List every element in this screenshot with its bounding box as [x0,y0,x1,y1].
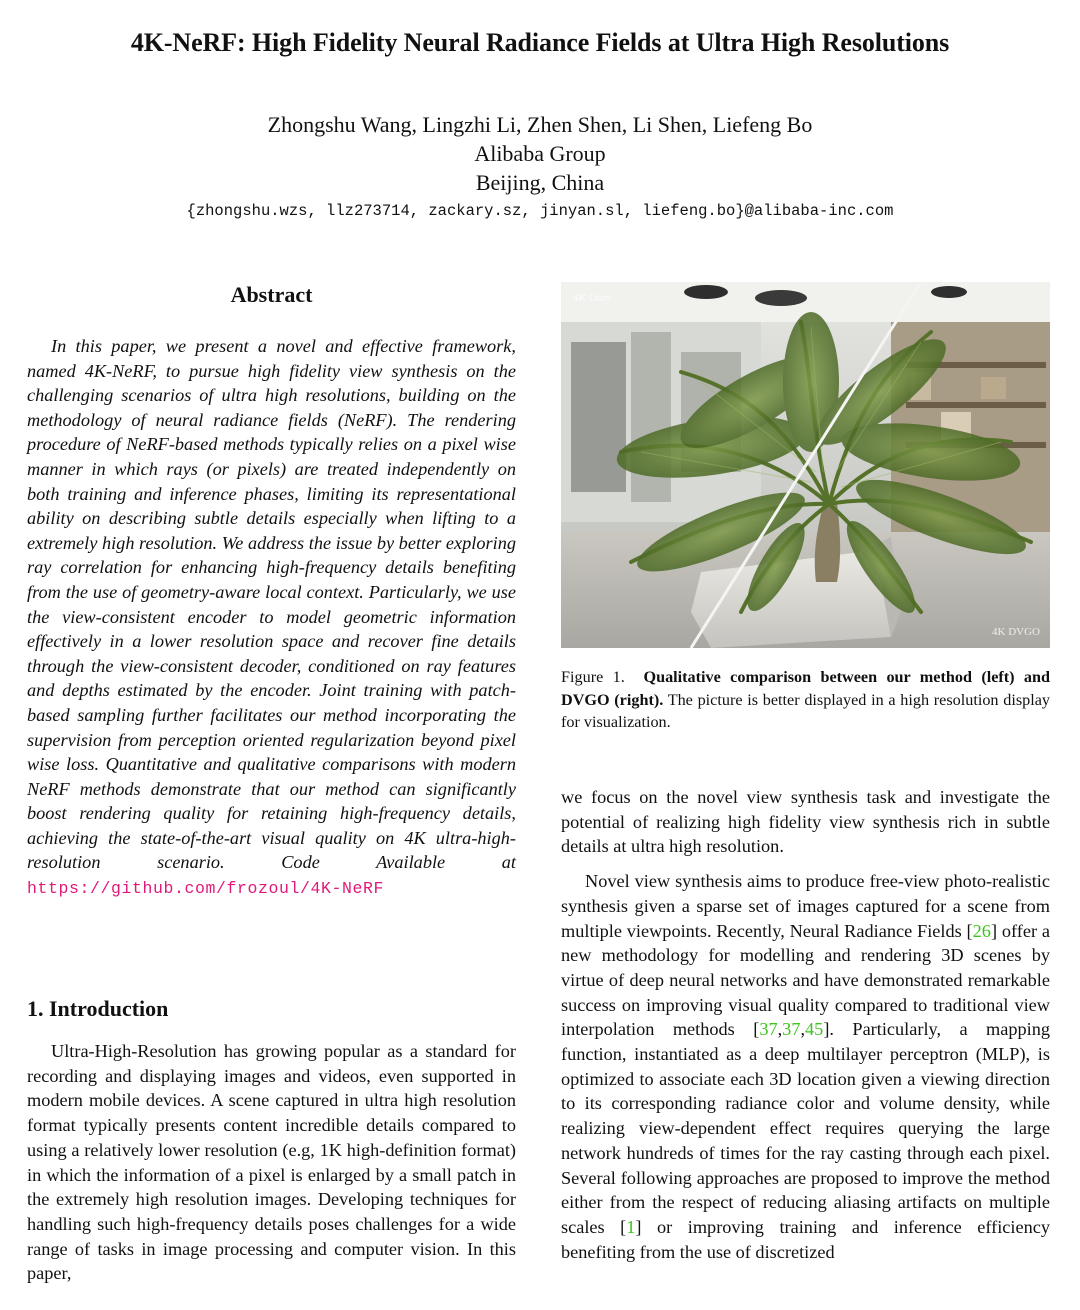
citation-1[interactable]: 1 [626,1216,636,1237]
citation-37b[interactable]: 37 [782,1019,801,1040]
author-location: Beijing, China [475,170,605,195]
citation-26[interactable]: 26 [972,920,991,941]
caption-bold: Qualitative comparison between our method (left) and DVGO (right). [561,668,1051,709]
right-paragraph-1: we focus on the novel view synthesis task and investigate the potential of realizing high fidelity view synthesis rich in subtle details at ultra high resolution. [561,787,1050,857]
right-paragraph-2: Novel view synthesis aims to produce free-view photo-realistic synthesis given a sparse set of images captured for a scene from multiple viewpoints. Recently, Neural Radiance Fields [26] offer a new methodology for modelling and rendering 3D scenes by virtue of deep neural networks and have demonstrated remarkable success on improving visual quality compared to traditional view interpolation methods [37,37,45]. Particularly, a mapping function, instantiated as a deep multilayer perceptron (MLP), is optimized to associate each 3D location given a viewing direction to its corresponding radiance color and volume density, while realizing view-dependent effect requires querying the large network hundreds of times for the ray casting through each pixel. Several following approaches are proposed to improve the method either from the respect of reducing aliasing artifacts on multiple scales [1] or improving training and inference efficiency benefiting from the use of discretized [561,871,1051,1262]
author-names: Zhongshu Wang, Lingzhi Li, Zhen Shen, Li Shen, Liefeng Bo [267,112,813,137]
citation-45[interactable]: 45 [805,1019,824,1040]
introduction-body: Ultra-High-Resolution has growing popular as a standard for recording and displaying images and videos, even supported in modern mobile devices. A scene captured in ultra high resolution format typically presents content incredible details compared to using a relatively lower resolution (e.g, 1K high-definition format) in which the information of a pixel is enlarged by a small patch in the extremely high resolution images. Developing techniques for handling such high-frequency details poses challenges for a wide range of tasks in image processing and computer vision. In this paper, [27,1041,516,1284]
figure-1-image [561,282,1050,648]
caption-rest: The picture is better displayed in a high resolution display for visualization. [561,690,1050,731]
para2-part-d: ] or improving training and inference efficiency benefiting from the use of discretized [561,1216,1050,1262]
figure-label-ours: 4K Ours [573,292,611,304]
plant-comparison-photo [561,282,1050,648]
para2-part-c: ]. Particularly, a mapping function, instantiated as a deep multilayer perceptron (MLP), is optimized to associate each 3D location given a viewing direction to its corresponding radiance color and volume density, while realizing view-dependent effect requires querying the large network hundreds of times for the ray casting through each pixel. Several following approaches are proposed to improve the method either from the respect of reducing aliasing artifacts on multiple scales [ [561,1019,1051,1237]
author-emails: {zhongshu.wzs, llz273714, zackary.sz, jinyan.sl, liefeng.bo}@alibaba-inc.com [186,202,894,220]
para2-part-a: Novel view synthesis aims to produce free-view photo-realistic synthesis given a sparse set of images captured for a scene from multiple viewpoints. Recently, Neural Radiance Fields [ [561,871,1050,941]
figure-1-caption [561,666,1050,734]
author-affiliation: Alibaba Group [474,141,606,166]
paper-title: 4K-NeRF: High Fidelity Neural Radiance Fields at Ultra High Resolutions [130,28,950,57]
caption-prefix: Figure 1. [561,668,625,686]
abstract-body [27,334,516,902]
para2-part-b: ] offer a new methodology for modelling and rendering 3D scenes by virtue of deep neural networks and have demonstrated remarkable success on improving visual quality compared to traditional view interpolation methods [ [561,920,1051,1040]
citation-37a[interactable]: 37 [759,1019,778,1040]
author-block [0,110,1080,197]
right-column-text [561,785,1050,1264]
abstract-heading: Abstract [230,282,313,307]
abstract-text: In this paper, we present a novel and effective framework, named 4K-NeRF, to pursue high fidelity view synthesis on the challenging scenarios of ultra high resolutions, building on the methodology of neural radiance fields (NeRF). The rendering procedure of NeRF-based methods typically relies on a pixel wise manner in which rays (or pixels) are treated independently on both training and inference phases, limiting its representational ability on describing subtle details especially when lifting to a extremely high resolution. We address the issue by better exploring ray correlation for enhancing high-frequency details benefiting from the use of geometry-aware local context. Particularly, we use the view-consistent encoder to model geometric information effectively in a lower resolution space and recover fine details through the view-consistent decoder, conditioned on ray features and depths estimated by the encoder. Joint training with patch-based sampling further facilitates our method incorporating the supervision from perception oriented regularization beyond pixel wise loss. Quantitative and qualitative comparisons with modern NeRF methods demonstrate that our method can significantly boost rendering quality for retaining high-frequency details, achieving the state-of-the-art visual quality on 4K ultra-high-resolution scenario. Code Available at [27,336,516,873]
introduction-heading: 1. Introduction [27,996,169,1021]
figure-label-dvgo: 4K DVGO [992,626,1040,638]
code-link[interactable]: https://github.com/frozoul/4K-NeRF [27,879,385,899]
